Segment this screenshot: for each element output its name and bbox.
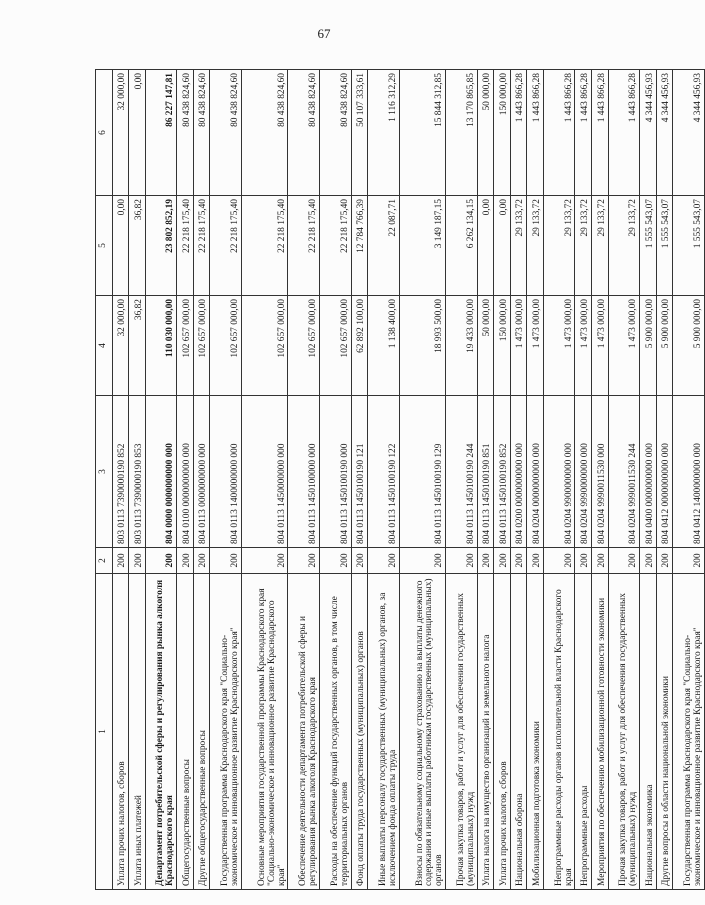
row-name-cell: Общегосударственные вопросы bbox=[177, 574, 194, 890]
budget-table-body bbox=[96, 70, 705, 890]
row-budget-code-cell: 804 0113 1450100190 851 bbox=[477, 396, 494, 548]
row-unexecuted-amount-cell: 13 170 865,85 bbox=[446, 70, 478, 196]
row-code-200-cell: 200 bbox=[210, 548, 242, 574]
row-approved-amount-cell: 18 993 500,00 bbox=[399, 296, 446, 396]
row-name-cell: Мероприятия по обеспечению мобилизационной готовности экономики bbox=[591, 574, 608, 890]
row-unexecuted-amount-cell: 0,00 bbox=[129, 70, 146, 196]
table-row bbox=[477, 70, 494, 890]
table-row bbox=[351, 70, 368, 890]
row-budget-code-cell: 803 0113 7390000190 852 bbox=[112, 396, 129, 548]
row-code-200-cell: 200 bbox=[510, 548, 527, 574]
row-budget-code-cell: 804 0113 1450100000 000 bbox=[288, 396, 320, 548]
row-name-cell: Расходы на обеспечение функций государственных органов, в том числе территориальных органов bbox=[319, 574, 351, 890]
row-approved-amount-cell: 102 657 000,00 bbox=[288, 296, 320, 396]
row-name-cell: Взносы по обязательному социальному страхованию на выплаты денежного содержания и иные выплаты работникам государственных (муниципальных) органов bbox=[399, 574, 446, 890]
row-unexecuted-amount-cell: 32 000,00 bbox=[112, 70, 129, 196]
row-budget-code-cell: 804 0113 1450100190 122 bbox=[368, 396, 400, 548]
row-unexecuted-amount-cell: 1 443 866,28 bbox=[510, 70, 527, 196]
row-name-cell: Департамент потребительской сферы и регулирования рынка алкоголя Краснодарского края bbox=[145, 574, 177, 890]
row-unexecuted-amount-cell: 1 443 866,28 bbox=[543, 70, 575, 196]
row-budget-code-cell: 804 0113 1450100190 129 bbox=[399, 396, 446, 548]
header-cell: 3 bbox=[96, 396, 113, 548]
row-executed-amount-cell: 0,00 bbox=[112, 196, 129, 296]
row-budget-code-cell: 804 0412 0000000000 000 bbox=[656, 396, 673, 548]
row-name-cell: Другие вопросы в области национальной экономики bbox=[656, 574, 673, 890]
table-row bbox=[210, 70, 242, 890]
row-executed-amount-cell: 29 133,72 bbox=[591, 196, 608, 296]
row-unexecuted-amount-cell: 4 344 456,93 bbox=[640, 70, 657, 196]
row-unexecuted-amount-cell: 86 227 147,81 bbox=[145, 70, 177, 196]
row-code-200-cell: 200 bbox=[575, 548, 592, 574]
table-row bbox=[575, 70, 592, 890]
row-budget-code-cell: 804 0113 1450100190 244 bbox=[446, 396, 478, 548]
row-unexecuted-amount-cell: 1 443 866,28 bbox=[591, 70, 608, 196]
row-name-cell: Уплата налога на имущество организаций и земельного налога bbox=[477, 574, 494, 890]
table-row bbox=[673, 70, 705, 890]
row-code-200-cell: 200 bbox=[145, 548, 177, 574]
row-executed-amount-cell: 23 802 852,19 bbox=[145, 196, 177, 296]
row-budget-code-cell: 803 0113 7390000190 853 bbox=[129, 396, 146, 548]
row-approved-amount-cell: 32 000,00 bbox=[112, 296, 129, 396]
table-row bbox=[656, 70, 673, 890]
row-executed-amount-cell: 22 218 175,40 bbox=[177, 196, 194, 296]
row-approved-amount-cell: 102 657 000,00 bbox=[193, 296, 210, 396]
row-name-cell: Иные выплаты персоналу государственных (муниципальных) органов, за исключением фонда оплаты труда bbox=[368, 574, 400, 890]
row-executed-amount-cell: 1 555 543,07 bbox=[673, 196, 705, 296]
row-approved-amount-cell: 102 657 000,00 bbox=[210, 296, 242, 396]
row-executed-amount-cell: 3 149 187,15 bbox=[399, 196, 446, 296]
row-executed-amount-cell: 0,00 bbox=[494, 196, 511, 296]
table-row bbox=[510, 70, 527, 890]
row-name-cell: Уплата прочих налогов, сборов bbox=[112, 574, 129, 890]
row-name-cell: Государственная программа Краснодарского края "Социально-экономическое и инновационное развитие Краснодарского края" bbox=[673, 574, 705, 890]
row-budget-code-cell: 804 0113 1450100190 000 bbox=[319, 396, 351, 548]
row-budget-code-cell: 804 0100 0000000000 000 bbox=[177, 396, 194, 548]
row-code-200-cell: 200 bbox=[319, 548, 351, 574]
table-row bbox=[177, 70, 194, 890]
row-code-200-cell: 200 bbox=[112, 548, 129, 574]
header-row bbox=[96, 70, 113, 890]
row-unexecuted-amount-cell: 1 443 866,28 bbox=[527, 70, 544, 196]
row-name-cell: Уплата иных платежей bbox=[129, 574, 146, 890]
row-executed-amount-cell: 22 218 175,40 bbox=[241, 196, 288, 296]
row-code-200-cell: 200 bbox=[656, 548, 673, 574]
header-cell: 4 bbox=[96, 296, 113, 396]
row-code-200-cell: 200 bbox=[177, 548, 194, 574]
row-budget-code-cell: 804 0412 1400000000 000 bbox=[673, 396, 705, 548]
table-row bbox=[494, 70, 511, 890]
row-executed-amount-cell: 1 555 543,07 bbox=[640, 196, 657, 296]
table-row bbox=[241, 70, 288, 890]
row-executed-amount-cell: 6 262 134,15 bbox=[446, 196, 478, 296]
row-code-200-cell: 200 bbox=[368, 548, 400, 574]
row-executed-amount-cell: 22 218 175,40 bbox=[319, 196, 351, 296]
row-name-cell: Национальная оборона bbox=[510, 574, 527, 890]
row-code-200-cell: 200 bbox=[527, 548, 544, 574]
row-approved-amount-cell: 5 900 000,00 bbox=[656, 296, 673, 396]
row-unexecuted-amount-cell: 1 443 866,28 bbox=[575, 70, 592, 196]
row-executed-amount-cell: 0,00 bbox=[477, 196, 494, 296]
row-unexecuted-amount-cell: 80 438 824,60 bbox=[210, 70, 242, 196]
row-unexecuted-amount-cell: 15 844 312,85 bbox=[399, 70, 446, 196]
row-name-cell: Прочая закупка товаров, работ и услуг для обеспечения государственных (муниципальных) нужд bbox=[608, 574, 640, 890]
table-row bbox=[399, 70, 446, 890]
row-code-200-cell: 200 bbox=[477, 548, 494, 574]
row-approved-amount-cell: 1 473 000,00 bbox=[543, 296, 575, 396]
table-row bbox=[591, 70, 608, 890]
row-approved-amount-cell: 62 892 100,00 bbox=[351, 296, 368, 396]
row-name-cell: Национальная экономика bbox=[640, 574, 657, 890]
row-code-200-cell: 200 bbox=[446, 548, 478, 574]
budget-table bbox=[95, 69, 705, 890]
table-row bbox=[527, 70, 544, 890]
row-budget-code-cell: 804 0204 9990011530 244 bbox=[608, 396, 640, 548]
table-row bbox=[112, 70, 129, 890]
row-unexecuted-amount-cell: 50 000,00 bbox=[477, 70, 494, 196]
row-executed-amount-cell: 29 133,72 bbox=[608, 196, 640, 296]
row-code-200-cell: 200 bbox=[351, 548, 368, 574]
row-unexecuted-amount-cell: 80 438 824,60 bbox=[193, 70, 210, 196]
row-budget-code-cell: 804 0204 0000000000 000 bbox=[527, 396, 544, 548]
row-approved-amount-cell: 110 030 000,00 bbox=[145, 296, 177, 396]
row-budget-code-cell: 804 0204 9990011530 000 bbox=[591, 396, 608, 548]
row-approved-amount-cell: 1 473 000,00 bbox=[591, 296, 608, 396]
row-budget-code-cell: 804 0200 0000000000 000 bbox=[510, 396, 527, 548]
row-approved-amount-cell: 102 657 000,00 bbox=[319, 296, 351, 396]
budget-table-container bbox=[95, 70, 705, 890]
row-name-cell: Уплата прочих налогов, сборов bbox=[494, 574, 511, 890]
row-approved-amount-cell: 1 138 400,00 bbox=[368, 296, 400, 396]
row-unexecuted-amount-cell: 80 438 824,60 bbox=[241, 70, 288, 196]
row-name-cell: Основные мероприятия государственной программы Краснодарского края "Социально-экономическое и инновационное развитие Краснодарского края" bbox=[241, 574, 288, 890]
table-row bbox=[319, 70, 351, 890]
row-unexecuted-amount-cell: 80 438 824,60 bbox=[288, 70, 320, 196]
row-approved-amount-cell: 102 657 000,00 bbox=[241, 296, 288, 396]
table-row bbox=[608, 70, 640, 890]
table-row bbox=[446, 70, 478, 890]
row-approved-amount-cell: 1 473 000,00 bbox=[527, 296, 544, 396]
row-unexecuted-amount-cell: 80 438 824,60 bbox=[177, 70, 194, 196]
row-approved-amount-cell: 5 900 000,00 bbox=[640, 296, 657, 396]
row-code-200-cell: 200 bbox=[591, 548, 608, 574]
row-budget-code-cell: 804 0113 0000000000 000 bbox=[193, 396, 210, 548]
row-code-200-cell: 200 bbox=[673, 548, 705, 574]
row-unexecuted-amount-cell: 1 443 866,28 bbox=[608, 70, 640, 196]
row-name-cell: Фонд оплаты труда государственных (муниципальных) органов bbox=[351, 574, 368, 890]
row-unexecuted-amount-cell: 50 107 333,61 bbox=[351, 70, 368, 196]
row-executed-amount-cell: 29 133,72 bbox=[510, 196, 527, 296]
row-executed-amount-cell: 22 218 175,40 bbox=[193, 196, 210, 296]
row-name-cell: Другие общегосударственные вопросы bbox=[193, 574, 210, 890]
row-name-cell: Мобилизационная подготовка экономики bbox=[527, 574, 544, 890]
row-budget-code-cell: 804 0113 1450000000 000 bbox=[241, 396, 288, 548]
row-budget-code-cell: 804 0113 1450100190 852 bbox=[494, 396, 511, 548]
header-cell: 5 bbox=[96, 196, 113, 296]
row-approved-amount-cell: 102 657 000,00 bbox=[177, 296, 194, 396]
row-name-cell: Обеспечение деятельности департамента потребительской сферы и регулирования рынка алкоголя Краснодарского края bbox=[288, 574, 320, 890]
row-code-200-cell: 200 bbox=[288, 548, 320, 574]
table-row bbox=[368, 70, 400, 890]
row-code-200-cell: 200 bbox=[241, 548, 288, 574]
row-unexecuted-amount-cell: 4 344 456,93 bbox=[656, 70, 673, 196]
row-name-cell: Прочая закупка товаров, работ и услуг для обеспечения государственных (муниципальных) нужд bbox=[446, 574, 478, 890]
row-approved-amount-cell: 150 000,00 bbox=[494, 296, 511, 396]
row-executed-amount-cell: 1 555 543,07 bbox=[656, 196, 673, 296]
row-unexecuted-amount-cell: 1 116 312,29 bbox=[368, 70, 400, 196]
row-name-cell: Государственная программа Краснодарского края "Социально-экономическое и инновационное развитие Краснодарского края" bbox=[210, 574, 242, 890]
row-unexecuted-amount-cell: 4 344 456,93 bbox=[673, 70, 705, 196]
row-code-200-cell: 200 bbox=[193, 548, 210, 574]
row-executed-amount-cell: 29 133,72 bbox=[575, 196, 592, 296]
table-row bbox=[193, 70, 210, 890]
row-code-200-cell: 200 bbox=[129, 548, 146, 574]
row-approved-amount-cell: 1 473 000,00 bbox=[575, 296, 592, 396]
table-row bbox=[145, 70, 177, 890]
row-approved-amount-cell: 50 000,00 bbox=[477, 296, 494, 396]
row-approved-amount-cell: 5 900 000,00 bbox=[673, 296, 705, 396]
row-approved-amount-cell: 1 473 000,00 bbox=[608, 296, 640, 396]
row-executed-amount-cell: 29 133,72 bbox=[543, 196, 575, 296]
row-budget-code-cell: 804 0204 9990000000 000 bbox=[575, 396, 592, 548]
row-budget-code-cell: 804 0113 1400000000 000 bbox=[210, 396, 242, 548]
row-code-200-cell: 200 bbox=[399, 548, 446, 574]
row-budget-code-cell: 804 0000 0000000000 000 bbox=[145, 396, 177, 548]
row-code-200-cell: 200 bbox=[494, 548, 511, 574]
row-approved-amount-cell: 19 433 000,00 bbox=[446, 296, 478, 396]
row-executed-amount-cell: 12 784 766,39 bbox=[351, 196, 368, 296]
header-cell: 2 bbox=[96, 548, 113, 574]
row-executed-amount-cell: 22 218 175,40 bbox=[288, 196, 320, 296]
row-approved-amount-cell: 36,82 bbox=[129, 296, 146, 396]
header-cell: 1 bbox=[96, 574, 113, 890]
table-row bbox=[288, 70, 320, 890]
page-number: 67 bbox=[317, 26, 331, 41]
row-code-200-cell: 200 bbox=[543, 548, 575, 574]
row-approved-amount-cell: 1 473 000,00 bbox=[510, 296, 527, 396]
row-name-cell: Непрограммные расходы bbox=[575, 574, 592, 890]
table-row bbox=[543, 70, 575, 890]
row-code-200-cell: 200 bbox=[608, 548, 640, 574]
row-unexecuted-amount-cell: 150 000,00 bbox=[494, 70, 511, 196]
row-executed-amount-cell: 22 218 175,40 bbox=[210, 196, 242, 296]
row-executed-amount-cell: 22 087,71 bbox=[368, 196, 400, 296]
row-budget-code-cell: 804 0204 9900000000 000 bbox=[543, 396, 575, 548]
row-code-200-cell: 200 bbox=[640, 548, 657, 574]
row-executed-amount-cell: 36,82 bbox=[129, 196, 146, 296]
header-cell: 6 bbox=[96, 70, 113, 196]
row-executed-amount-cell: 29 133,72 bbox=[527, 196, 544, 296]
row-budget-code-cell: 804 0400 0000000000 000 bbox=[640, 396, 657, 548]
table-row bbox=[129, 70, 146, 890]
table-row bbox=[640, 70, 657, 890]
row-name-cell: Непрограммные расходы органов исполнительной власти Краснодарского края bbox=[543, 574, 575, 890]
row-budget-code-cell: 804 0113 1450100190 121 bbox=[351, 396, 368, 548]
row-unexecuted-amount-cell: 80 438 824,60 bbox=[319, 70, 351, 196]
